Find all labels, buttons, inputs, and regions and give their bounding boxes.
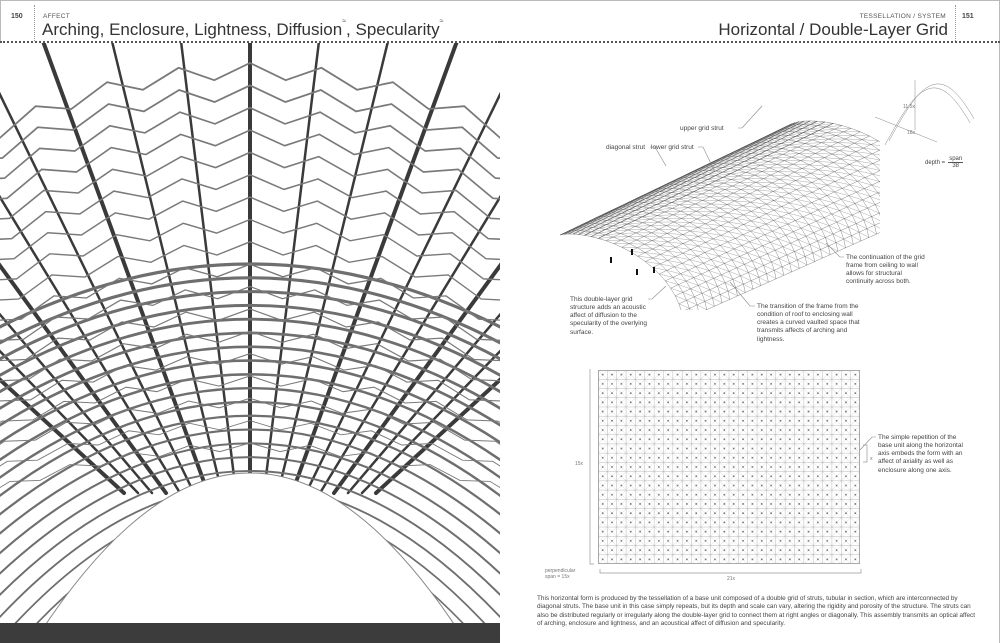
- right-page-number: 151: [962, 13, 974, 20]
- formula-lhs: depth =: [925, 159, 946, 166]
- body-paragraph: This horizontal form is produced by the tessellation of a base unit composed of a double grid of struts, tubular in section, which are interconnected by diagonal struts. The base unit in this case simply repeats, but its depth and scale can vary, altering the rigidity and porosity of the structure. The struts can also be distributed regularly or irregularly along the double-layer grid to connect them at right angles or diagonally. This assembly transmits an optical affect of arching, enclosure and lightness, and an acoustical affect of diffusion and specularity.: [537, 595, 975, 627]
- formula-numerator: span: [949, 156, 963, 162]
- formula-denominator: 38: [952, 163, 960, 169]
- dim-line-height: [590, 369, 594, 564]
- perpendicular-span-label: perpendicular span = 15x: [545, 568, 576, 581]
- annotation-transition: The transition of the frame from the condition of roof to enclosing wall creates a curved vaulted space that transmits affects of arching and lightness.: [757, 303, 860, 343]
- dim-line-unit: [863, 445, 867, 462]
- title-part: Arching, Enclosure, Lightness, Diffusion: [42, 20, 343, 39]
- annotation-continuation: The continuation of the grid frame from ceiling to wall allows for structural continuity across both.: [846, 254, 925, 286]
- plan-dimension-lines: [580, 365, 880, 580]
- leader-acoustic: [648, 286, 666, 299]
- leader-transition: [730, 282, 755, 306]
- leader-lower: [698, 147, 715, 172]
- dim-line-width: [600, 569, 861, 573]
- section-height-dim: 11.5x: [903, 104, 915, 110]
- annotation-repetition: The simple repetition of the base unit along the horizontal axis embeds the form with an affect of axiality as well as enclosure along one axis.: [878, 434, 963, 474]
- label-diagonal-strut: diagonal strut: [606, 144, 646, 151]
- left-kicker: AFFECT: [43, 13, 71, 20]
- sound-wave-icon: ≈: [439, 18, 444, 25]
- annotation-acoustic: This double-layer grid structure adds an acoustic affect of diffusion to the specularity of the overlying surface.: [570, 296, 647, 336]
- leader-continuation: [826, 243, 844, 257]
- plan-unit-dim: x: [870, 456, 873, 462]
- section-span-dim: 18x: [907, 130, 916, 136]
- label-upper-grid-strut: upper grid strut: [680, 125, 724, 132]
- label-lower-grid-strut: lower grid strut: [651, 144, 694, 151]
- title-part: , Specularity: [346, 20, 440, 39]
- left-page-number: 150: [11, 13, 23, 20]
- plan-height-dim: 15x: [575, 461, 584, 467]
- leader-upper: [738, 106, 762, 128]
- right-kicker: TESSELLATION / SYSTEM: [859, 13, 946, 20]
- plan-width-dim: 21x: [727, 576, 736, 582]
- sound-wave-icon: ≈: [342, 18, 347, 25]
- leader-diagonal: [650, 147, 666, 166]
- right-page-title: Horizontal / Double-Layer Grid: [718, 20, 948, 39]
